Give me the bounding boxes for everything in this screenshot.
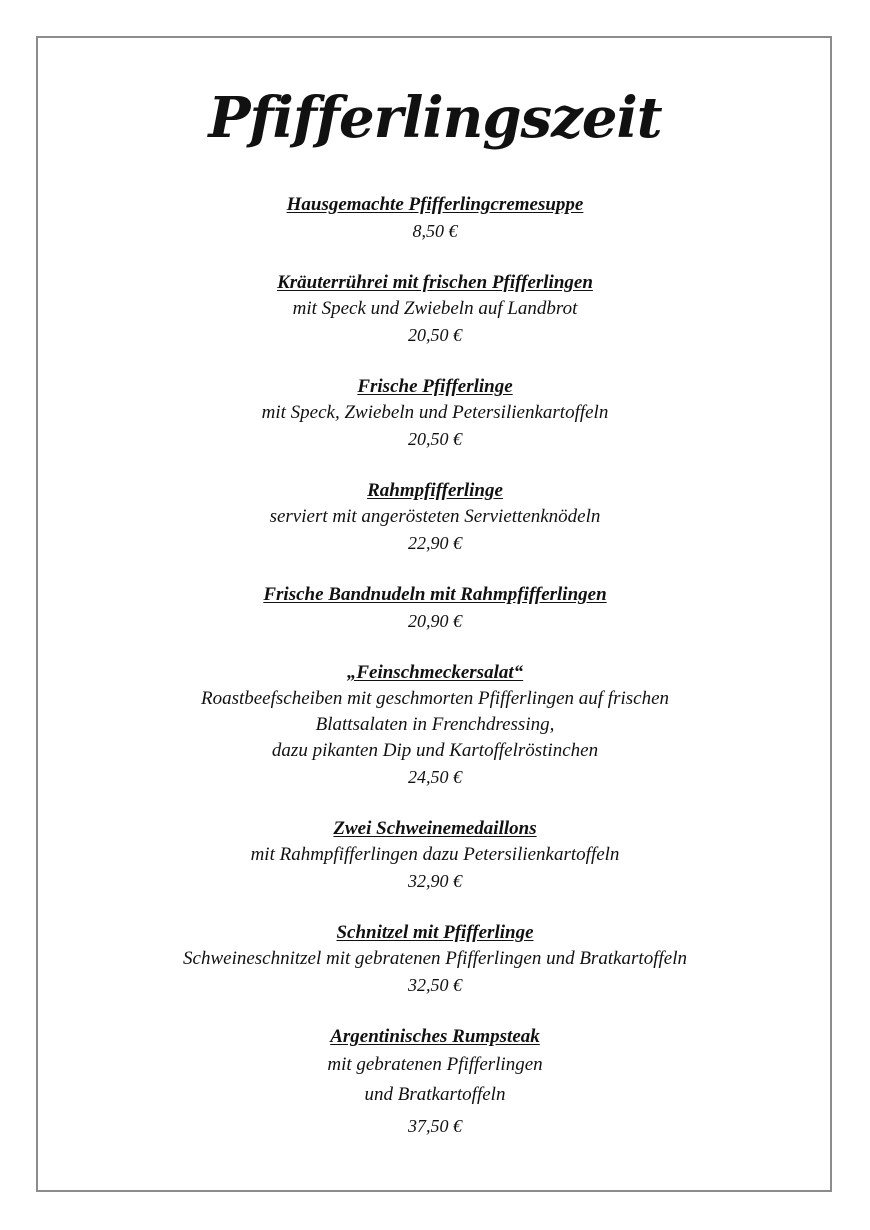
menu-items [0, 191, 870, 1167]
item-price: 32,90 € [408, 871, 462, 891]
item-name: Zwei Schweinemedaillons [333, 818, 537, 839]
item-price: 24,50 € [408, 767, 462, 787]
menu-item [0, 191, 870, 244]
item-price: 32,50 € [408, 975, 462, 995]
menu-item [0, 815, 870, 894]
item-name: „Feinschmeckersalat“ [346, 662, 524, 683]
item-description: serviert mit angerösteten Serviettenknödeln [269, 506, 601, 527]
item-description: mit Speck, Zwiebeln und Petersilienkartoffeln [261, 402, 609, 423]
menu-item [0, 373, 870, 452]
menu-item [0, 269, 870, 348]
item-description: Roastbeefscheiben mit geschmorten Pfifferlingen auf frischen [200, 688, 670, 709]
item-price: 20,50 € [408, 325, 462, 345]
item-price: 8,50 € [412, 221, 458, 241]
item-name: Kräuterrührei mit frischen Pfifferlingen [277, 272, 593, 293]
item-description: und Bratkartoffeln [364, 1084, 506, 1105]
menu-item [0, 919, 870, 998]
item-name: Rahmpfifferlinge [367, 480, 503, 501]
item-description: mit gebratenen Pfifferlingen [327, 1054, 543, 1075]
item-name: Schnitzel mit Pfifferlinge [336, 922, 534, 943]
item-price: 37,50 € [408, 1116, 462, 1136]
menu-title: Pfifferlingszeit [208, 85, 662, 151]
item-name: Frische Bandnudeln mit Rahmpfifferlingen [263, 584, 607, 605]
item-name: Frische Pfifferlinge [357, 376, 513, 397]
item-description: Blattsalaten in Frenchdressing, [315, 714, 555, 735]
item-description: dazu pikanten Dip und Kartoffelröstinchen [271, 740, 599, 761]
menu-item [0, 477, 870, 556]
item-price: 20,50 € [408, 429, 462, 449]
item-description: Schweineschnitzel mit gebratenen Pfifferlingen und Bratkartoffeln [183, 948, 687, 969]
item-price: 22,90 € [408, 533, 462, 553]
menu-item [0, 659, 870, 790]
item-name: Hausgemachte Pfifferlingcremesuppe [286, 194, 584, 215]
item-price: 20,90 € [408, 611, 462, 631]
menu-item [0, 581, 870, 634]
item-description: mit Rahmpfifferlingen dazu Petersilienkartoffeln [250, 844, 620, 865]
item-name: Argentinisches Rumpsteak [330, 1026, 540, 1047]
menu-item [0, 1023, 870, 1142]
item-description: mit Speck und Zwiebeln auf Landbrot [292, 298, 578, 319]
